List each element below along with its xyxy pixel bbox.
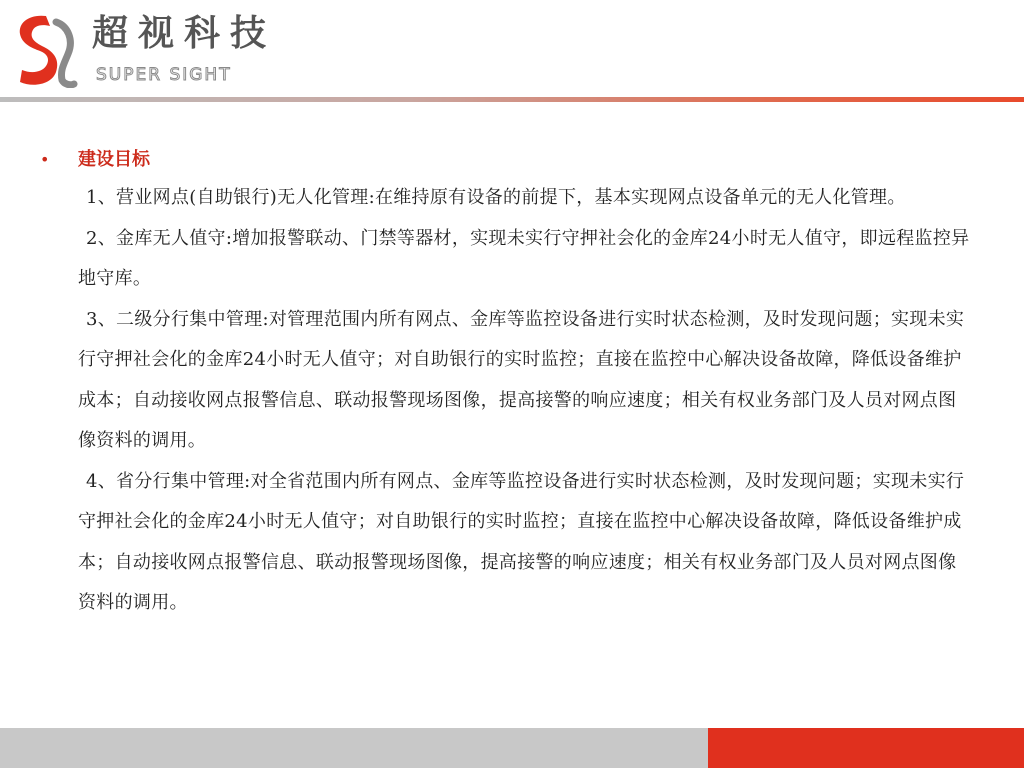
slide-content	[40, 146, 970, 624]
brand-name-cn: 超视科技	[92, 13, 277, 54]
brand-name-en: SUPER SIGHT	[96, 65, 232, 85]
super-sight-logo-icon	[12, 10, 78, 88]
footer-bar-grey	[0, 728, 708, 768]
slide-header	[0, 0, 1024, 100]
header-divider	[0, 97, 1024, 102]
goal-paragraph-4: 4、省分行集中管理:对全省范围内所有网点、金库等监控设备进行实时状态检测，及时发现问题；实现未实行守押社会化的金库24小时无人值守；对自助银行的实时监控；直接在监控中心解决设备故障，降低设备维护成本；自动接收网点报警信息、联动报警现场图像，提高接警的响应速度；相关有权业务部门及人员对网点图像资料的调用。	[78, 470, 965, 613]
bullet-icon: •	[40, 150, 50, 169]
goal-paragraph-2: 2、金库无人值守:增加报警联动、门禁等器材，实现未实行守押社会化的金库24小时无人值守，即远程监控异地守库。	[78, 227, 970, 289]
footer-bar-red	[708, 728, 1024, 768]
goal-paragraph-1: 1、营业网点(自助银行)无人化管理:在维持原有设备的前提下，基本实现网点设备单元的无人化管理。	[86, 187, 906, 208]
bullet-heading-row	[40, 146, 970, 178]
goal-paragraph-3: 3、二级分行集中管理:对管理范围内所有网点、金库等监控设备进行实时状态检测，及时发现问题；实现未实行守押社会化的金库24小时无人值守；对自助银行的实时监控；直接在监控中心解决设备故障，降低设备维护成本；自动接收网点报警信息、联动报警现场图像，提高接警的响应速度；相关有权业务部门及人员对网点图像资料的调用。	[78, 308, 965, 451]
section-heading: 建设目标	[78, 149, 150, 170]
